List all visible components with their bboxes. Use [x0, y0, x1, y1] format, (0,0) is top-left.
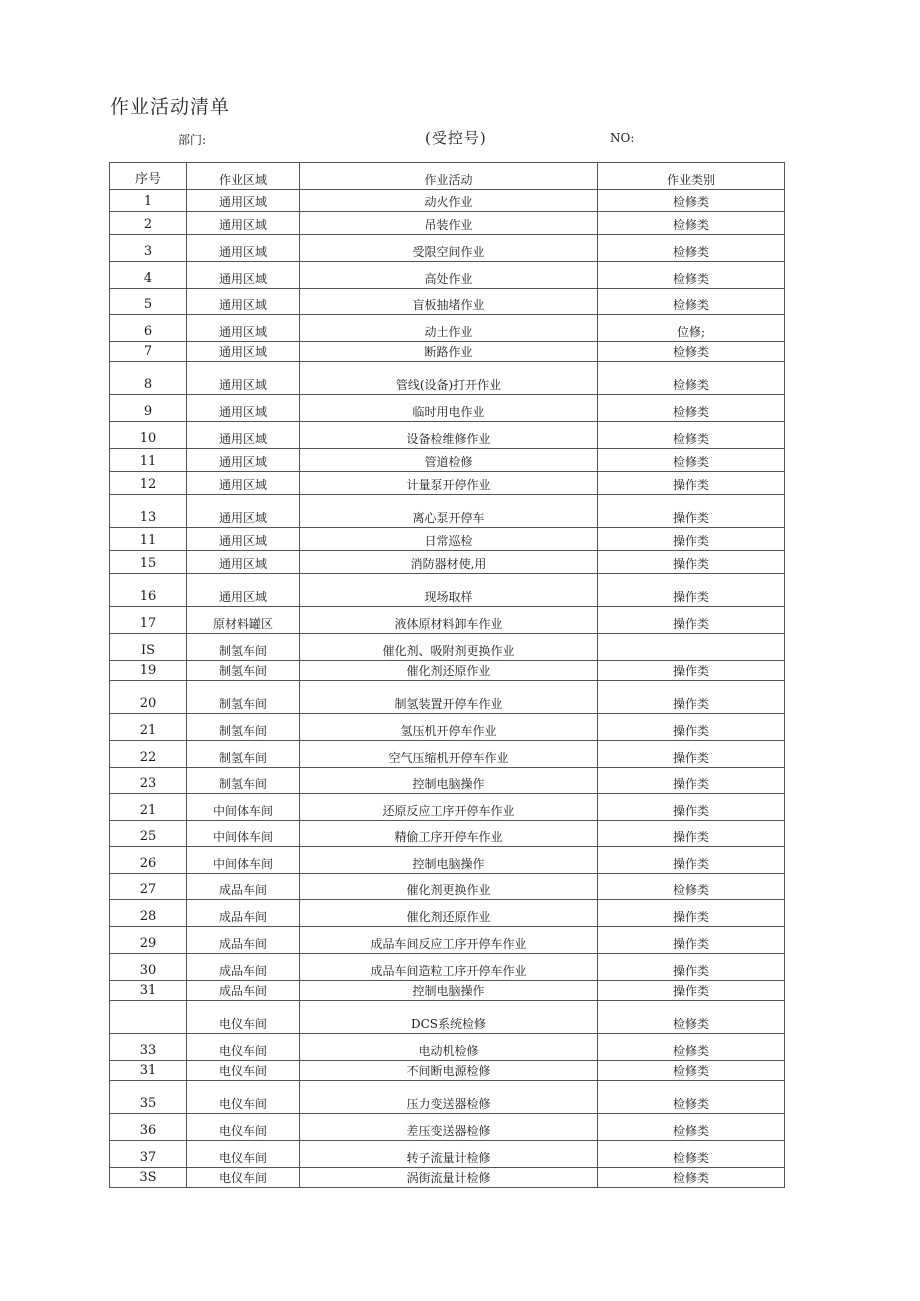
cell-seq: IS — [110, 634, 187, 661]
cell-category: 检修类 — [598, 262, 785, 289]
cell-area: 制氢车间 — [187, 741, 300, 768]
cell-seq: 3 — [110, 235, 187, 262]
cell-activity: 催化剂还原作业 — [300, 661, 598, 681]
cell-category: 操作类 — [598, 495, 785, 528]
cell-activity: 催化剂、吸附剂更换作业 — [300, 634, 598, 661]
cell-category: 操作类 — [598, 794, 785, 821]
cell-area: 通用区域 — [187, 235, 300, 262]
table-row — [110, 900, 785, 927]
cell-activity: 吊装作业 — [300, 212, 598, 235]
cell-category: 检修类 — [598, 289, 785, 315]
cell-area: 成品车间 — [187, 874, 300, 900]
header-activity: 作业活动 — [300, 163, 598, 190]
cell-activity: 转子流量计检修 — [300, 1141, 598, 1168]
cell-activity: 断路作业 — [300, 342, 598, 362]
cell-seq: 4 — [110, 262, 187, 289]
cell-category: 操作类 — [598, 714, 785, 741]
table-row — [110, 574, 785, 607]
cell-seq: 20 — [110, 681, 187, 714]
header-seq: 序号 — [110, 163, 187, 190]
cell-activity: 空气压缩机开停车作业 — [300, 741, 598, 768]
cell-category: 操作类 — [598, 472, 785, 495]
cell-area: 通用区域 — [187, 190, 300, 212]
table-row — [110, 794, 785, 821]
cell-category: 检修类 — [598, 1034, 785, 1061]
cell-category: 检修类 — [598, 874, 785, 900]
cell-area: 制氢车间 — [187, 661, 300, 681]
cell-activity: 消防器材使,用 — [300, 551, 598, 574]
cell-seq: 11 — [110, 449, 187, 472]
table-row — [110, 714, 785, 741]
cell-activity: 离心泵开停车 — [300, 495, 598, 528]
table-row — [110, 190, 785, 212]
cell-area: 通用区域 — [187, 472, 300, 495]
cell-seq: 25 — [110, 821, 187, 847]
cell-seq: 8 — [110, 362, 187, 395]
cell-seq: 21 — [110, 714, 187, 741]
table-row — [110, 741, 785, 768]
cell-seq: 12 — [110, 472, 187, 495]
cell-seq: 37 — [110, 1141, 187, 1168]
table-row — [110, 342, 785, 362]
cell-activity: DCS系统检修 — [300, 1001, 598, 1034]
table-row — [110, 874, 785, 900]
cell-activity: 催化剂还原作业 — [300, 900, 598, 927]
cell-seq: 31 — [110, 1061, 187, 1081]
cell-activity: 催化剂更换作业 — [300, 874, 598, 900]
cell-activity: 现场取样 — [300, 574, 598, 607]
cell-area: 通用区域 — [187, 551, 300, 574]
table-row — [110, 1168, 785, 1188]
cell-activity: 制氢装置开停车作业 — [300, 681, 598, 714]
cell-area: 通用区域 — [187, 422, 300, 449]
cell-seq: 3S — [110, 1168, 187, 1188]
table-header-row — [110, 163, 785, 190]
cell-category: 操作类 — [598, 551, 785, 574]
cell-seq: 31 — [110, 981, 187, 1001]
cell-activity: 液体原材料卸车作业 — [300, 607, 598, 634]
cell-activity: 成品车间造粒工序开停车作业 — [300, 954, 598, 981]
table-row — [110, 422, 785, 449]
cell-seq: 7 — [110, 342, 187, 362]
cell-activity: 电动机检修 — [300, 1034, 598, 1061]
cell-category: 操作类 — [598, 768, 785, 794]
cell-category: 操作类 — [598, 954, 785, 981]
cell-seq: 17 — [110, 607, 187, 634]
table-row — [110, 1001, 785, 1034]
cell-area: 通用区域 — [187, 395, 300, 422]
cell-seq: 28 — [110, 900, 187, 927]
cell-activity: 计量泵开停作业 — [300, 472, 598, 495]
cell-activity: 日常巡检 — [300, 528, 598, 551]
cell-area: 通用区域 — [187, 212, 300, 235]
table-row — [110, 1114, 785, 1141]
cell-category: 操作类 — [598, 900, 785, 927]
cell-seq: 10 — [110, 422, 187, 449]
cell-category: 检修类 — [598, 235, 785, 262]
table-row — [110, 634, 785, 661]
cell-area: 成品车间 — [187, 900, 300, 927]
header-category: 作业类别 — [598, 163, 785, 190]
cell-area: 制氢车间 — [187, 634, 300, 661]
cell-activity: 受限空间作业 — [300, 235, 598, 262]
table-row — [110, 927, 785, 954]
cell-area: 中间体车间 — [187, 847, 300, 874]
cell-category: 操作类 — [598, 927, 785, 954]
table-row — [110, 315, 785, 342]
cell-seq: 5 — [110, 289, 187, 315]
cell-category: 检修类 — [598, 342, 785, 362]
cell-area: 中间体车间 — [187, 821, 300, 847]
cell-category: 操作类 — [598, 528, 785, 551]
cell-category: 检修类 — [598, 1081, 785, 1114]
cell-area: 电仪车间 — [187, 1114, 300, 1141]
cell-area: 通用区域 — [187, 262, 300, 289]
cell-area: 通用区域 — [187, 574, 300, 607]
cell-category: 检修类 — [598, 1141, 785, 1168]
cell-area: 电仪车间 — [187, 1141, 300, 1168]
table-row — [110, 821, 785, 847]
table-row — [110, 362, 785, 395]
cell-seq: 35 — [110, 1081, 187, 1114]
cell-area: 制氢车间 — [187, 768, 300, 794]
cell-category: 检修类 — [598, 1114, 785, 1141]
cell-area: 制氢车间 — [187, 681, 300, 714]
cell-category: 操作类 — [598, 741, 785, 768]
cell-area: 电仪车间 — [187, 1081, 300, 1114]
cell-activity: 高处作业 — [300, 262, 598, 289]
cell-area: 通用区域 — [187, 315, 300, 342]
header-area: 作业区域 — [187, 163, 300, 190]
table-row — [110, 528, 785, 551]
department-label: 部门: — [178, 133, 207, 147]
cell-seq: 15 — [110, 551, 187, 574]
table-row — [110, 289, 785, 315]
cell-area: 通用区域 — [187, 449, 300, 472]
cell-activity: 管线(设备)打开作业 — [300, 362, 598, 395]
cell-area: 通用区域 — [187, 289, 300, 315]
cell-category: 检修类 — [598, 449, 785, 472]
cell-seq: 1 — [110, 190, 187, 212]
cell-activity: 精偷工序开停车作业 — [300, 821, 598, 847]
cell-seq: 36 — [110, 1114, 187, 1141]
table-row — [110, 551, 785, 574]
table-row — [110, 847, 785, 874]
cell-activity: 动土作业 — [300, 315, 598, 342]
table-row — [110, 449, 785, 472]
cell-seq: 11 — [110, 528, 187, 551]
cell-category: 操作类 — [598, 847, 785, 874]
cell-category: 检修类 — [598, 1061, 785, 1081]
cell-area: 电仪车间 — [187, 1168, 300, 1188]
table-row — [110, 235, 785, 262]
table-row — [110, 1141, 785, 1168]
cell-seq: 13 — [110, 495, 187, 528]
table-row — [110, 472, 785, 495]
table-row — [110, 395, 785, 422]
cell-category: 检修类 — [598, 395, 785, 422]
cell-area: 通用区域 — [187, 528, 300, 551]
cell-seq: 22 — [110, 741, 187, 768]
table-row — [110, 212, 785, 235]
table-row — [110, 262, 785, 289]
cell-activity: 动火作业 — [300, 190, 598, 212]
cell-activity: 成品车间反应工序开停车作业 — [300, 927, 598, 954]
cell-seq: 23 — [110, 768, 187, 794]
cell-area: 成品车间 — [187, 927, 300, 954]
cell-activity: 控制电脑操作 — [300, 981, 598, 1001]
table-row — [110, 954, 785, 981]
cell-area: 通用区域 — [187, 342, 300, 362]
cell-activity: 管道检修 — [300, 449, 598, 472]
table-row — [110, 1081, 785, 1114]
cell-area: 电仪车间 — [187, 1061, 300, 1081]
page-title: 作业活动清单 — [110, 96, 231, 118]
cell-area: 中间体车间 — [187, 794, 300, 821]
number-label: NO: — [610, 131, 635, 145]
cell-area: 原材料罐区 — [187, 607, 300, 634]
cell-seq — [110, 1001, 187, 1034]
cell-area: 成品车间 — [187, 954, 300, 981]
cell-seq: 19 — [110, 661, 187, 681]
cell-seq: 16 — [110, 574, 187, 607]
cell-seq: 9 — [110, 395, 187, 422]
cell-category: 操作类 — [598, 981, 785, 1001]
cell-seq: 33 — [110, 1034, 187, 1061]
cell-seq: 21 — [110, 794, 187, 821]
table-row — [110, 768, 785, 794]
cell-category: 操作类 — [598, 607, 785, 634]
cell-activity: 还原反应工序开停车作业 — [300, 794, 598, 821]
activity-table — [109, 162, 785, 1188]
cell-seq: 6 — [110, 315, 187, 342]
cell-category: 操作类 — [598, 681, 785, 714]
cell-category: 检修类 — [598, 190, 785, 212]
cell-category: 位修; — [598, 315, 785, 342]
cell-category — [598, 634, 785, 661]
cell-category: 操作类 — [598, 661, 785, 681]
cell-area: 电仪车间 — [187, 1034, 300, 1061]
cell-category: 检修类 — [598, 1001, 785, 1034]
table-row — [110, 661, 785, 681]
cell-activity: 临时用电作业 — [300, 395, 598, 422]
table-row — [110, 607, 785, 634]
cell-category: 检修类 — [598, 422, 785, 449]
cell-category: 检修类 — [598, 362, 785, 395]
cell-area: 电仪车间 — [187, 1001, 300, 1034]
table-row — [110, 495, 785, 528]
cell-category: 操作类 — [598, 574, 785, 607]
cell-activity: 压力变送器检修 — [300, 1081, 598, 1114]
cell-activity: 差压变送器检修 — [300, 1114, 598, 1141]
cell-seq: 26 — [110, 847, 187, 874]
table-row — [110, 981, 785, 1001]
cell-area: 成品车间 — [187, 981, 300, 1001]
cell-seq: 29 — [110, 927, 187, 954]
cell-category: 检修类 — [598, 1168, 785, 1188]
cell-activity: 设备检维修作业 — [300, 422, 598, 449]
cell-activity: 盲板抽堵作业 — [300, 289, 598, 315]
cell-activity: 不间断电源检修 — [300, 1061, 598, 1081]
cell-activity: 涡街流量计检修 — [300, 1168, 598, 1188]
cell-activity: 控制电脑操作 — [300, 847, 598, 874]
cell-area: 通用区域 — [187, 495, 300, 528]
cell-area: 通用区域 — [187, 362, 300, 395]
table-row — [110, 681, 785, 714]
cell-seq: 30 — [110, 954, 187, 981]
cell-seq: 27 — [110, 874, 187, 900]
cell-activity: 氢压机开停车作业 — [300, 714, 598, 741]
cell-area: 制氢车间 — [187, 714, 300, 741]
table-row — [110, 1034, 785, 1061]
control-number-label: (受控号) — [425, 129, 487, 147]
table-row — [110, 1061, 785, 1081]
cell-category: 操作类 — [598, 821, 785, 847]
cell-seq: 2 — [110, 212, 187, 235]
cell-activity: 控制电脑操作 — [300, 768, 598, 794]
cell-category: 检修类 — [598, 212, 785, 235]
